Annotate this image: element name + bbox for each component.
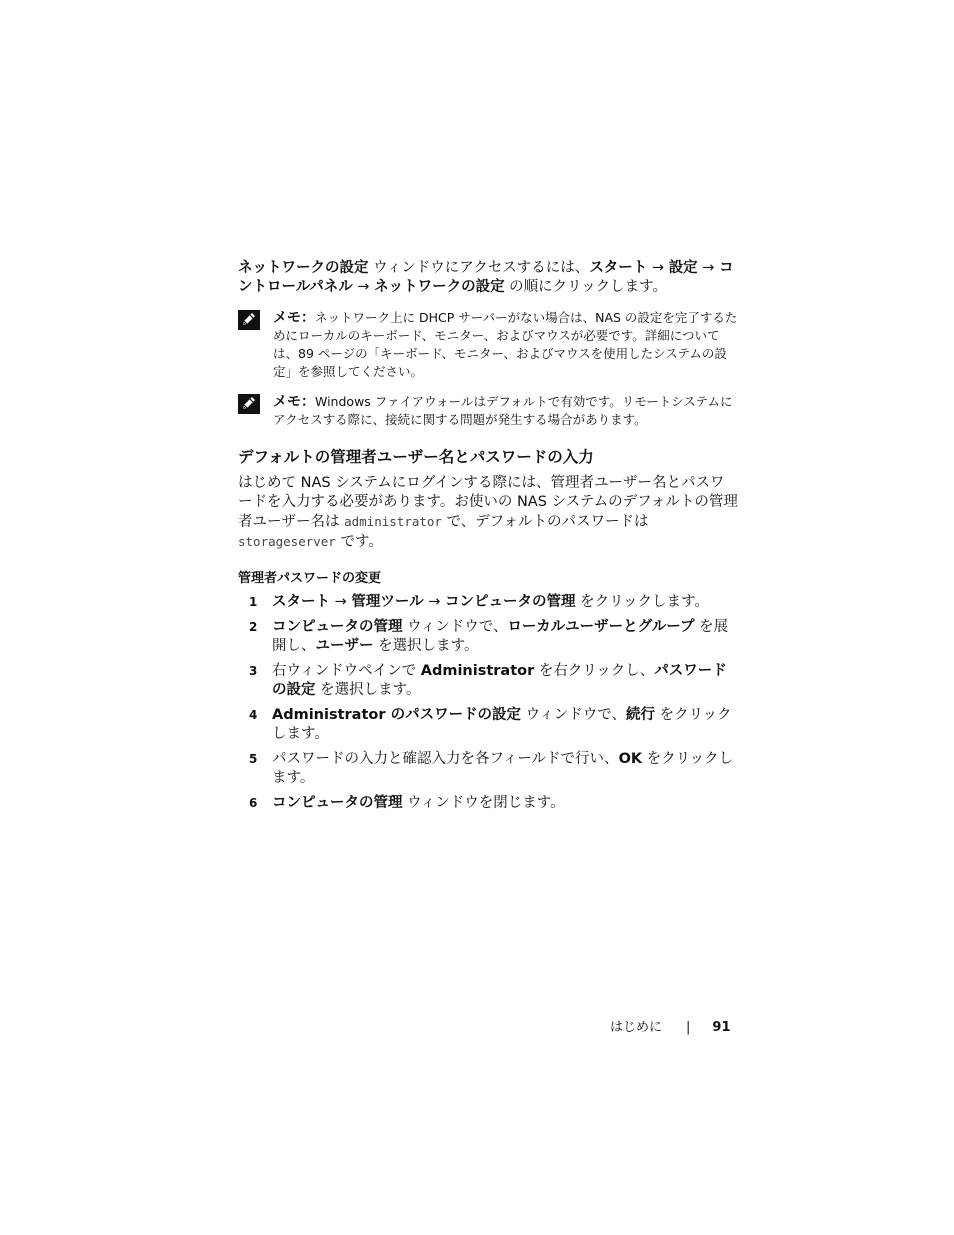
subsection-heading: 管理者パスワードの変更	[238, 571, 382, 586]
step-number: 1	[249, 595, 258, 609]
note-label: メモ：	[273, 394, 315, 410]
note-body: ネットワーク上に DHCP サーバーがない場合は、NAS の設定を完了するためにローカルのキーボード、モニター、およびマウスが必要です。詳細については、89 ページの「キーボード、モニター、およびマウスを使用したシステムの設定」を参照してください。	[273, 310, 738, 379]
note-1-text	[273, 309, 738, 381]
step-bold: 管理ツール	[351, 594, 424, 610]
step-plain: ウィンドウで、	[402, 619, 508, 635]
note-2-text	[273, 393, 738, 429]
page-footer	[610, 1018, 731, 1038]
step-1	[238, 593, 738, 612]
intro-arrow: →	[352, 279, 375, 295]
step-plain: をクリックします。	[272, 751, 734, 786]
intro-paragraph	[238, 259, 738, 297]
default-password-code: storageserver	[238, 534, 336, 549]
step-plain: を選択します。	[373, 638, 479, 654]
step-number: 4	[249, 708, 258, 722]
step-2	[238, 618, 738, 656]
section-text: で、デフォルトのパスワードは	[441, 514, 649, 530]
section-paragraph	[238, 474, 738, 552]
step-3	[238, 662, 738, 700]
step-plain: ウィンドウで、	[521, 707, 627, 723]
note-pencil-icon	[238, 394, 260, 414]
step-arrow: →	[423, 594, 445, 610]
step-plain: を選択します。	[315, 682, 421, 698]
step-text	[272, 750, 738, 788]
step-text	[272, 593, 738, 612]
step-plain: 右ウィンドウペインで	[272, 663, 421, 679]
page-number: 91	[712, 1020, 731, 1035]
step-plain: をクリックします。	[272, 707, 732, 742]
step-bold: Administrator	[420, 663, 535, 679]
step-bold: ユーザー	[315, 638, 374, 654]
note-pencil-icon	[238, 310, 260, 330]
step-number: 6	[249, 796, 258, 810]
intro-text: ウィンドウにアクセスするには、	[368, 260, 590, 276]
footer-separator: |	[686, 1020, 691, 1035]
step-bold: コンピュータの管理	[444, 594, 576, 610]
step-text	[272, 618, 738, 656]
intro-bold-network-settings: ネットワークの設定	[238, 260, 369, 276]
intro-arrow: →	[697, 260, 720, 276]
intro-bold-settings: 設定	[668, 260, 698, 276]
step-plain: パスワードの入力と確認入力を各フィールドで行い、	[272, 751, 619, 767]
page-content	[238, 259, 738, 819]
step-5	[238, 750, 738, 788]
step-text	[272, 794, 738, 813]
note-1	[238, 309, 738, 381]
step-number: 3	[249, 664, 258, 678]
section-heading: デフォルトの管理者ユーザー名とパスワードの入力	[238, 448, 594, 466]
section-text: はじめて NAS システムにログインする際には、管理者ユーザー名とパスワードを入力する必要があります。お使いの NAS システムのデフォルトの管理者ユーザー名は	[238, 475, 738, 530]
intro-text-end: の順にクリックします。	[504, 279, 667, 295]
step-text	[272, 662, 738, 700]
intro-bold-network-settings-2: ネットワークの設定	[374, 279, 505, 295]
step-bold: Administrator のパスワードの設定	[272, 707, 522, 723]
step-plain: ウィンドウを閉じます。	[402, 795, 565, 811]
step-plain: を展開し、	[272, 619, 729, 654]
intro-arrow: →	[647, 260, 669, 276]
step-bold: スタート	[272, 594, 330, 610]
note-label: メモ：	[273, 310, 315, 326]
step-bold: 続行	[626, 707, 656, 723]
step-text	[272, 706, 738, 744]
intro-bold-start: スタート	[589, 260, 648, 276]
step-bold: コンピュータの管理	[272, 619, 403, 635]
default-username-code: administrator	[344, 514, 442, 529]
note-2	[238, 393, 738, 429]
step-plain: を右クリックし、	[534, 663, 655, 679]
footer-section-name: はじめに	[610, 1020, 663, 1035]
step-bold: OK	[618, 751, 643, 767]
note-body: Windows ファイアウォールはデフォルトで有効です。リモートシステムにアクセスする際に、接続に関する問題が発生する場合があります。	[273, 394, 733, 427]
step-number: 2	[249, 620, 258, 634]
section-text: です。	[335, 534, 383, 550]
step-arrow: →	[330, 594, 352, 610]
step-bold: コンピュータの管理	[272, 795, 403, 811]
step-bold: パスワードの設定	[272, 663, 727, 698]
step-4	[238, 706, 738, 744]
step-number: 5	[249, 752, 258, 766]
step-plain: をクリックします。	[575, 594, 709, 610]
intro-bold-control-panel: コントロールパネル	[238, 260, 734, 295]
steps-list	[238, 593, 738, 813]
step-6	[238, 794, 738, 813]
step-bold: ローカルユーザーとグループ	[507, 619, 695, 635]
